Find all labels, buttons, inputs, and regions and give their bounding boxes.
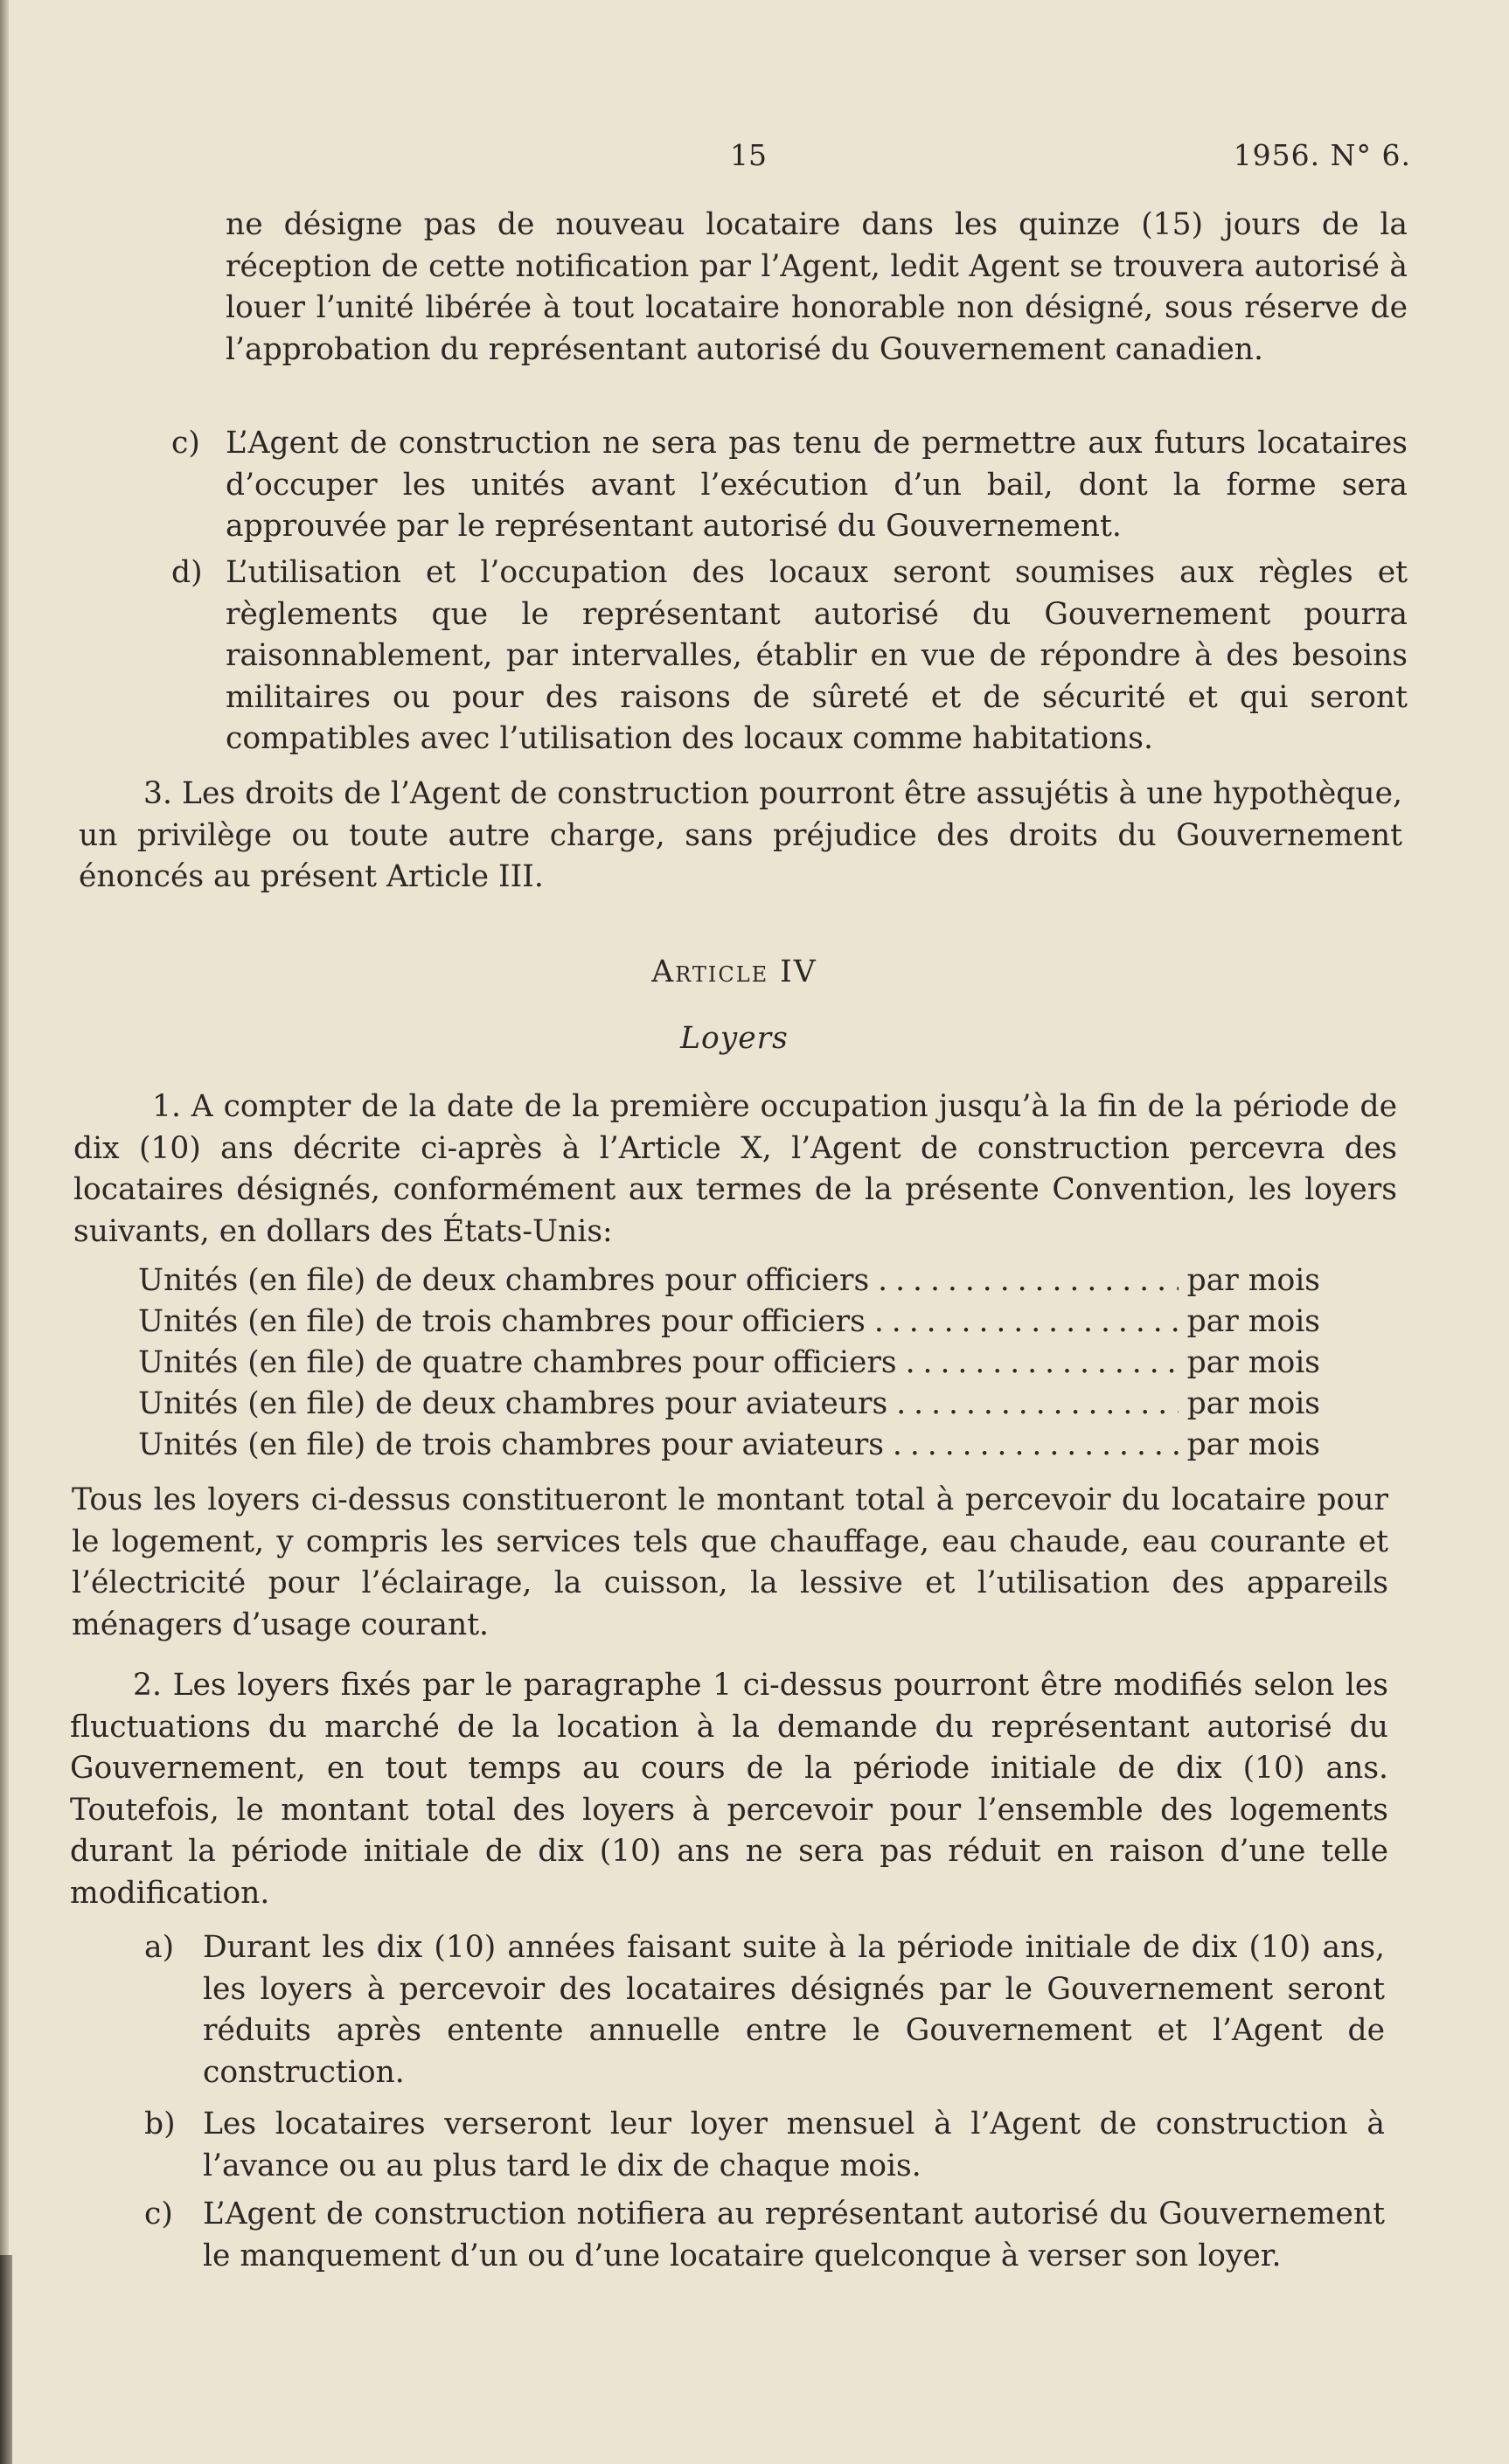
leader-dots (878, 1260, 1179, 1301)
rent-description: Unités (en file) de quatre chambres pour officiers (138, 1345, 897, 1380)
continuation-paragraph: ne désigne pas de nouveau locataire dans les quinze (15) jours de la réception de cette notification par l’Agent, ledit Agent se trouvera autorisé à louer l’unité libérée à tout locataire honorable non désigné, sous réserve de l’approbation du représentant autorisé du Gouvernement canadien. (226, 207, 1408, 367)
rent-description: Unités (en file) de trois chambres pour aviateurs (138, 1427, 884, 1462)
item-label-d: d) (171, 555, 203, 590)
page-spine-shadow (0, 0, 9, 2464)
item-label-b: b) (144, 2107, 176, 2141)
rent-description: Unités (en file) de deux chambres pour officiers (138, 1263, 870, 1298)
item-label-a: a) (144, 1930, 175, 1965)
rent-unit: par mois (1186, 1304, 1320, 1339)
rent-row (138, 1301, 1320, 1343)
paragraph-2: 2. Les loyers fixés par le paragraphe 1 ci-dessus pourront être modifiés selon les fluctuations du marché de la location à la demande du représentant autorisé du Gouvernement, en tout temps au cours de la période initiale de dix (10) ans. Toutefois, le montant total des loyers à percevoir pour l’ensemble des logements durant la période initiale de dix (10) ans ne sera pas réduit en raison d’une telle modification. (70, 1668, 1388, 1911)
rent-row (138, 1343, 1320, 1384)
item-text-c2: L’Agent de construction notifiera au représentant autorisé du Gouvernement le manquement d’un ou d’une locataire quelconque à verser son loyer. (203, 2197, 1385, 2273)
page-corner-shadow (0, 2255, 12, 2464)
page-number: 15 (730, 138, 767, 172)
leader-dots (896, 1384, 1178, 1425)
rent-row (138, 1384, 1320, 1425)
paragraph-1: 1. A compter de la date de la première occupation jusqu’à la fin de la période de dix (10) ans décrite ci-après à l’Article X, l’Agent de construction percevra des locataires désignés, conformément aux termes de la présente Convention, les loyers suivants, en dollars des États-Unis: (73, 1089, 1397, 1249)
leader-dots (893, 1425, 1179, 1466)
rent-description: Unités (en file) de deux chambres pour aviateurs (138, 1386, 888, 1421)
rent-unit: par mois (1186, 1427, 1320, 1462)
item-text-a: Durant les dix (10) années faisant suite à la période initiale de dix (10) ans, les loyers à percevoir des locataires désignés par le Gouvernement seront réduits après entente annuelle entre le Gouvernement et l’Agent de construction. (203, 1930, 1385, 2090)
article-title: Article IV (651, 954, 817, 989)
document-reference: 1956. N° 6. (1233, 138, 1411, 172)
item-label-c2: c) (144, 2197, 173, 2231)
item-text-b: Les locataires verseront leur loyer mensuel à l’Agent de construction à l’avance ou au plus tard le dix de chaque mois. (203, 2107, 1385, 2183)
paragraph-tous: Tous les loyers ci-dessus constitueront le montant total à percevoir du locataire pour le logement, y compris les services tels que chauffage, eau chaude, eau courante et l’électricité pour l’éclairage, la cuisson, la lessive et l’utilisation des appareils ménagers d’usage courant. (72, 1482, 1388, 1642)
article-subtitle: Loyers (680, 1021, 789, 1056)
item-text-c: L’Agent de construction ne sera pas tenu de permettre aux futurs locataires d’occuper les unités avant l’exécution d’un bail, dont la forme sera approuvée par le représentant autorisé du Gouvernement. (226, 426, 1408, 544)
paragraph-3: 3. Les droits de l’Agent de construction pourront être assujétis à une hypothèque, un privilège ou toute autre charge, sans préjudice des droits du Gouvernement énoncés au présent Article III. (79, 776, 1402, 894)
rent-unit: par mois (1186, 1263, 1320, 1298)
item-label-c: c) (171, 426, 200, 461)
rent-row (138, 1425, 1320, 1466)
rent-row (138, 1260, 1320, 1301)
rent-description: Unités (en file) de trois chambres pour officiers (138, 1304, 866, 1339)
leader-dots (906, 1343, 1179, 1384)
rent-unit: par mois (1186, 1386, 1320, 1421)
page-header (0, 138, 1509, 182)
rent-unit: par mois (1186, 1345, 1320, 1380)
leader-dots (874, 1301, 1179, 1343)
item-text-d: L’utilisation et l’occupation des locaux seront soumises aux règles et règlements que le représentant autorisé du Gouvernement pourra raisonnablement, par intervalles, établir en vue de répondre à des besoins militaires ou pour des raisons de sûreté et de sécurité et qui seront compatibles avec l’utilisation des locaux comme habitations. (226, 555, 1408, 756)
